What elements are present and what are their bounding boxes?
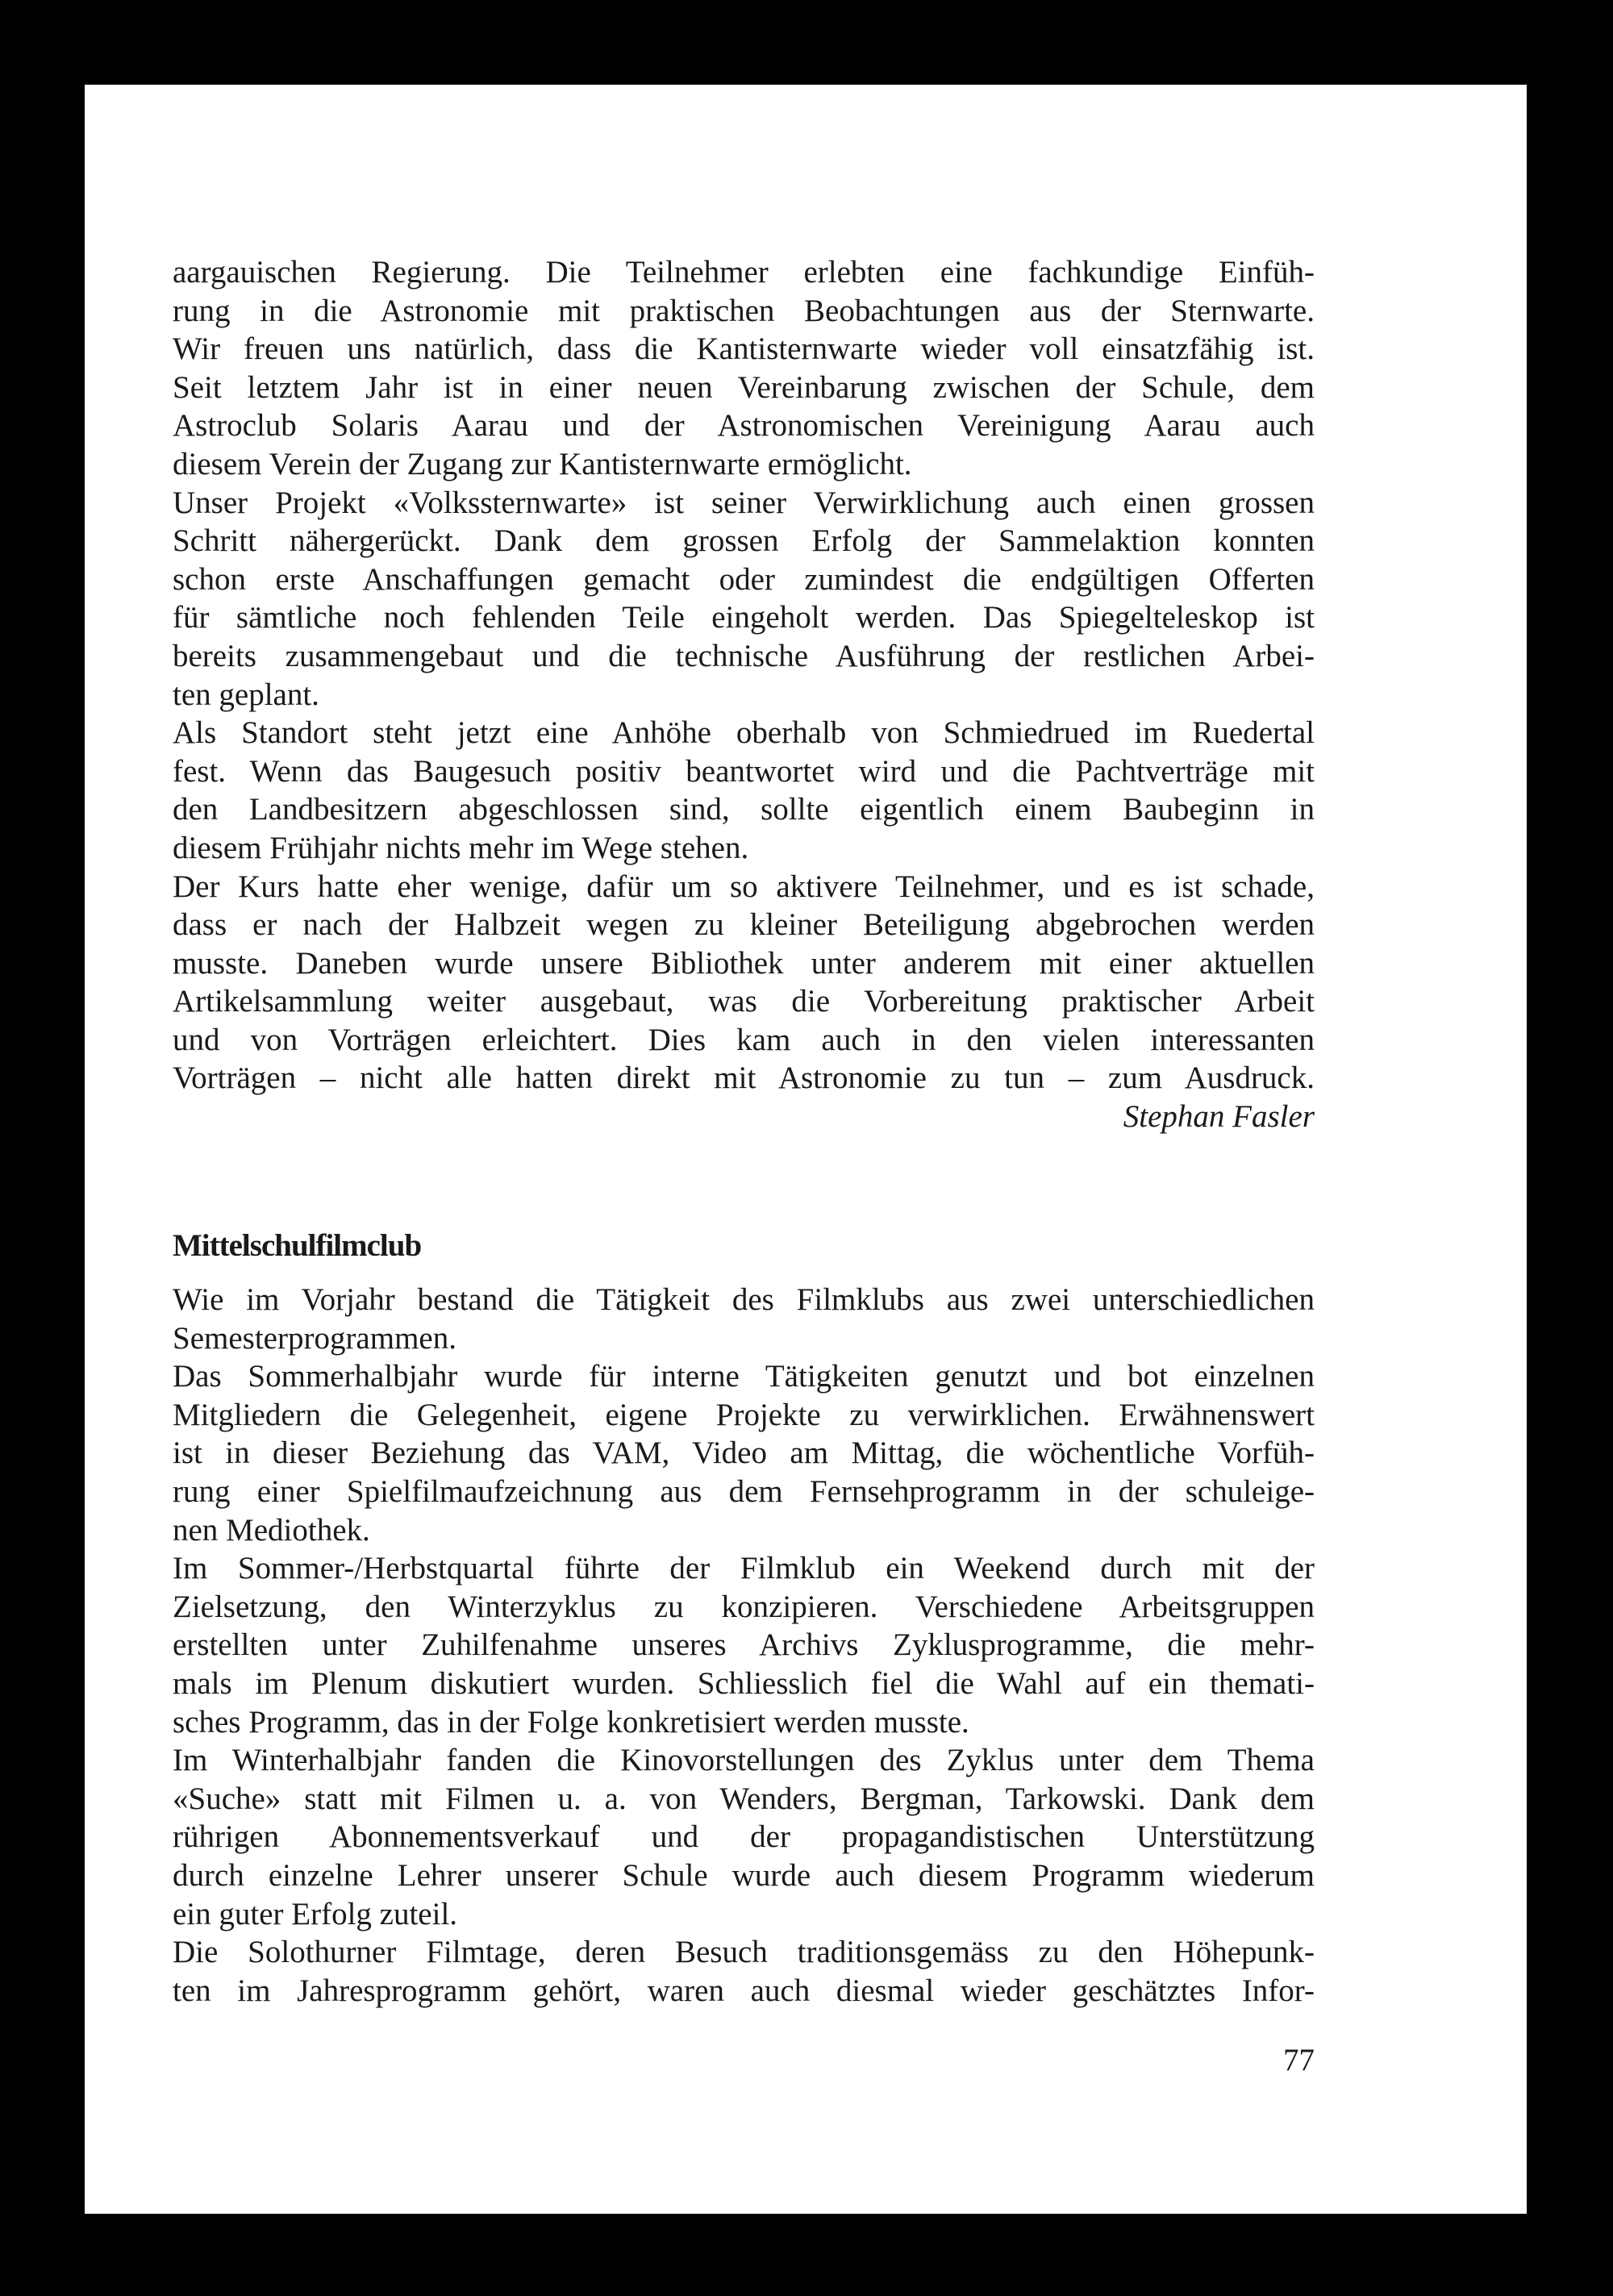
text-line: Der Kurs hatte eher wenige, dafür um so aktivere Teilnehmer, und es ist schade, — [173, 869, 1315, 904]
text-line: Schritt nähergerückt. Dank dem grossen Erfolg der Sammelaktion konnten — [173, 523, 1315, 559]
text-line: ist in dieser Beziehung das VAM, Video am Mittag, die wöchentliche Vorfüh- — [173, 1436, 1315, 1471]
text-line: Unser Projekt «Volkssternwarte» ist seiner Verwirklichung auch einen grossen — [173, 485, 1315, 520]
text-line: ten geplant. — [173, 677, 319, 712]
text-line: rührigen Abonnementsverkauf und der propagandistischen Unterstützung — [173, 1819, 1315, 1855]
filmclub-report-body — [173, 1281, 1315, 2010]
text-line: für sämtliche noch fehlenden Teile eingeholt werden. Das Spiegelteleskop ist — [173, 600, 1315, 635]
text-line: ten im Jahresprogramm gehört, waren auch diesmal wieder geschätztes Infor- — [173, 1973, 1315, 2008]
text-line: Die Solothurner Filmtage, deren Besuch traditionsgemäss zu den Höhepunk- — [173, 1935, 1315, 1970]
page-number: 77 — [1283, 2043, 1315, 2077]
text-line: «Suche» statt mit Filmen u. a. von Wenders, Bergman, Tarkowski. Dank dem — [173, 1781, 1315, 1816]
text-line: bereits zusammengebaut und die technische Ausführung der restlichen Arbei- — [173, 638, 1315, 673]
text-line: rung in die Astronomie mit praktischen Beobachtungen aus der Sternwarte. — [173, 293, 1315, 328]
text-line: nen Mediothek. — [173, 1512, 370, 1548]
text-line: Astroclub Solaris Aarau und der Astronomischen Vereinigung Aarau auch — [173, 408, 1315, 444]
text-line: fest. Wenn das Baugesuch positiv beantwortet wird und die Pachtverträge mit — [173, 753, 1315, 789]
text-line: Semesterprogrammen. — [173, 1320, 456, 1356]
text-line: diesem Verein der Zugang zur Kantisternwarte ermöglicht. — [173, 446, 912, 481]
section-heading: Mittelschulfilmclub — [173, 1228, 422, 1263]
text-line: Wir freuen uns natürlich, dass die Kantisternwarte wieder voll einsatzfähig ist. — [173, 331, 1315, 367]
text-line: Wie im Vorjahr bestand die Tätigkeit des Filmklubs aus zwei unterschiedlichen — [173, 1282, 1315, 1317]
text-line: durch einzelne Lehrer unserer Schule wurde auch diesem Programm wiederum — [173, 1857, 1315, 1893]
author-signature: Stephan Fasler — [1123, 1099, 1315, 1134]
text-line: und von Vorträgen erleichtert. Dies kam auch in den vielen interessanten — [173, 1022, 1315, 1057]
text-line: schon erste Anschaffungen gemacht oder zumindest die endgültigen Offerten — [173, 561, 1315, 597]
text-line: sches Programm, das in der Folge konkretisiert werden musste. — [173, 1704, 969, 1740]
text-line: erstellten unter Zuhilfenahme unseres Archivs Zyklusprogramme, die mehr- — [173, 1627, 1315, 1663]
text-line: Als Standort steht jetzt eine Anhöhe oberhalb von Schmiedrued im Ruedertal — [173, 715, 1315, 751]
text-line: Mitgliedern die Gelegenheit, eigene Projekte zu verwirklichen. Erwähnenswert — [173, 1397, 1315, 1432]
text-line: mals im Plenum diskutiert wurden. Schliesslich fiel die Wahl auf ein themati- — [173, 1665, 1315, 1701]
text-line: dass er nach der Halbzeit wegen zu kleiner Beteiligung abgebrochen werden — [173, 907, 1315, 943]
text-line: musste. Daneben wurde unsere Bibliothek unter anderem mit einer aktuellen — [173, 945, 1315, 981]
text-line: den Landbesitzern abgeschlossen sind, sollte eigentlich einem Baubeginn in — [173, 792, 1315, 827]
text-line: Artikelsammlung weiter ausgebaut, was die Vorbereitung praktischer Arbeit — [173, 984, 1315, 1019]
text-line: diesem Frühjahr nichts mehr im Wege stehen. — [173, 830, 749, 865]
text-line: Im Winterhalbjahr fanden die Kinovorstellungen des Zyklus unter dem Thema — [173, 1743, 1315, 1778]
text-line: Das Sommerhalbjahr wurde für interne Tätigkeiten genutzt und bot einzelnen — [173, 1359, 1315, 1394]
text-line: aargauischen Regierung. Die Teilnehmer erlebten eine fachkundige Einfüh- — [173, 255, 1315, 290]
astronomy-report-body — [173, 253, 1315, 1098]
text-line: Im Sommer-/Herbstquartal führte der Filmklub ein Weekend durch mit der — [173, 1551, 1315, 1586]
text-line: ein guter Erfolg zuteil. — [173, 1896, 458, 1931]
text-line: Zielsetzung, den Winterzyklus zu konzipieren. Verschiedene Arbeitsgruppen — [173, 1589, 1315, 1624]
text-line: Seit letztem Jahr ist in einer neuen Vereinbarung zwischen der Schule, dem — [173, 369, 1315, 405]
text-line: Vorträgen – nicht alle hatten direkt mit Astronomie zu tun – zum Ausdruck. — [173, 1060, 1315, 1096]
signature-block — [173, 1098, 1315, 1136]
text-line: rung einer Spielfilmaufzeichnung aus dem Fernsehprogramm in der schuleige- — [173, 1473, 1315, 1509]
